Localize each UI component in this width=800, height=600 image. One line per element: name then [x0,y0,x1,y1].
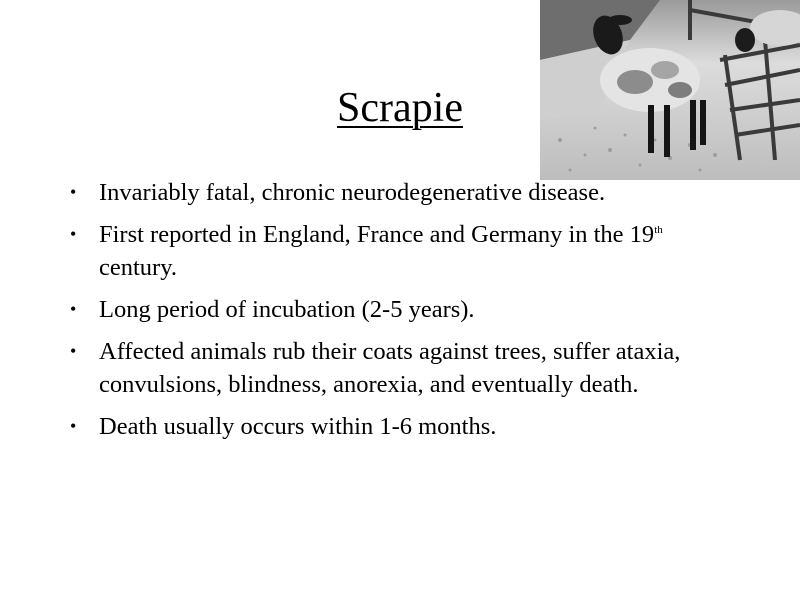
bullet-icon: • [70,182,77,202]
bullet-text: Death usually occurs within 1-6 months. [99,413,497,440]
bullet-text: Invariably fatal, chronic neurodegenerative disease. [99,179,606,206]
slide-title: Scrapie [337,85,463,131]
bullet-text-before: First reported in England, France and Germany in the 19 [99,221,655,248]
bullet-item [70,410,730,443]
bullet-item [70,335,730,401]
bullet-icon: • [70,416,77,436]
bullet-superscript: th [654,224,663,236]
bullet-item [70,293,730,326]
bullet-list [70,176,730,452]
bullet-icon: • [70,299,77,319]
bullet-text: Affected animals rub their coats against trees, suffer ataxia, convulsions, blindness, anorexia, and eventually death. [99,338,681,398]
bullet-item [70,176,730,209]
bullet-text-after: century. [99,254,177,281]
bullet-text: Long period of incubation (2-5 years). [99,296,475,323]
bullet-item [70,218,730,284]
bullet-icon: • [70,341,77,361]
bullet-icon: • [70,224,77,244]
